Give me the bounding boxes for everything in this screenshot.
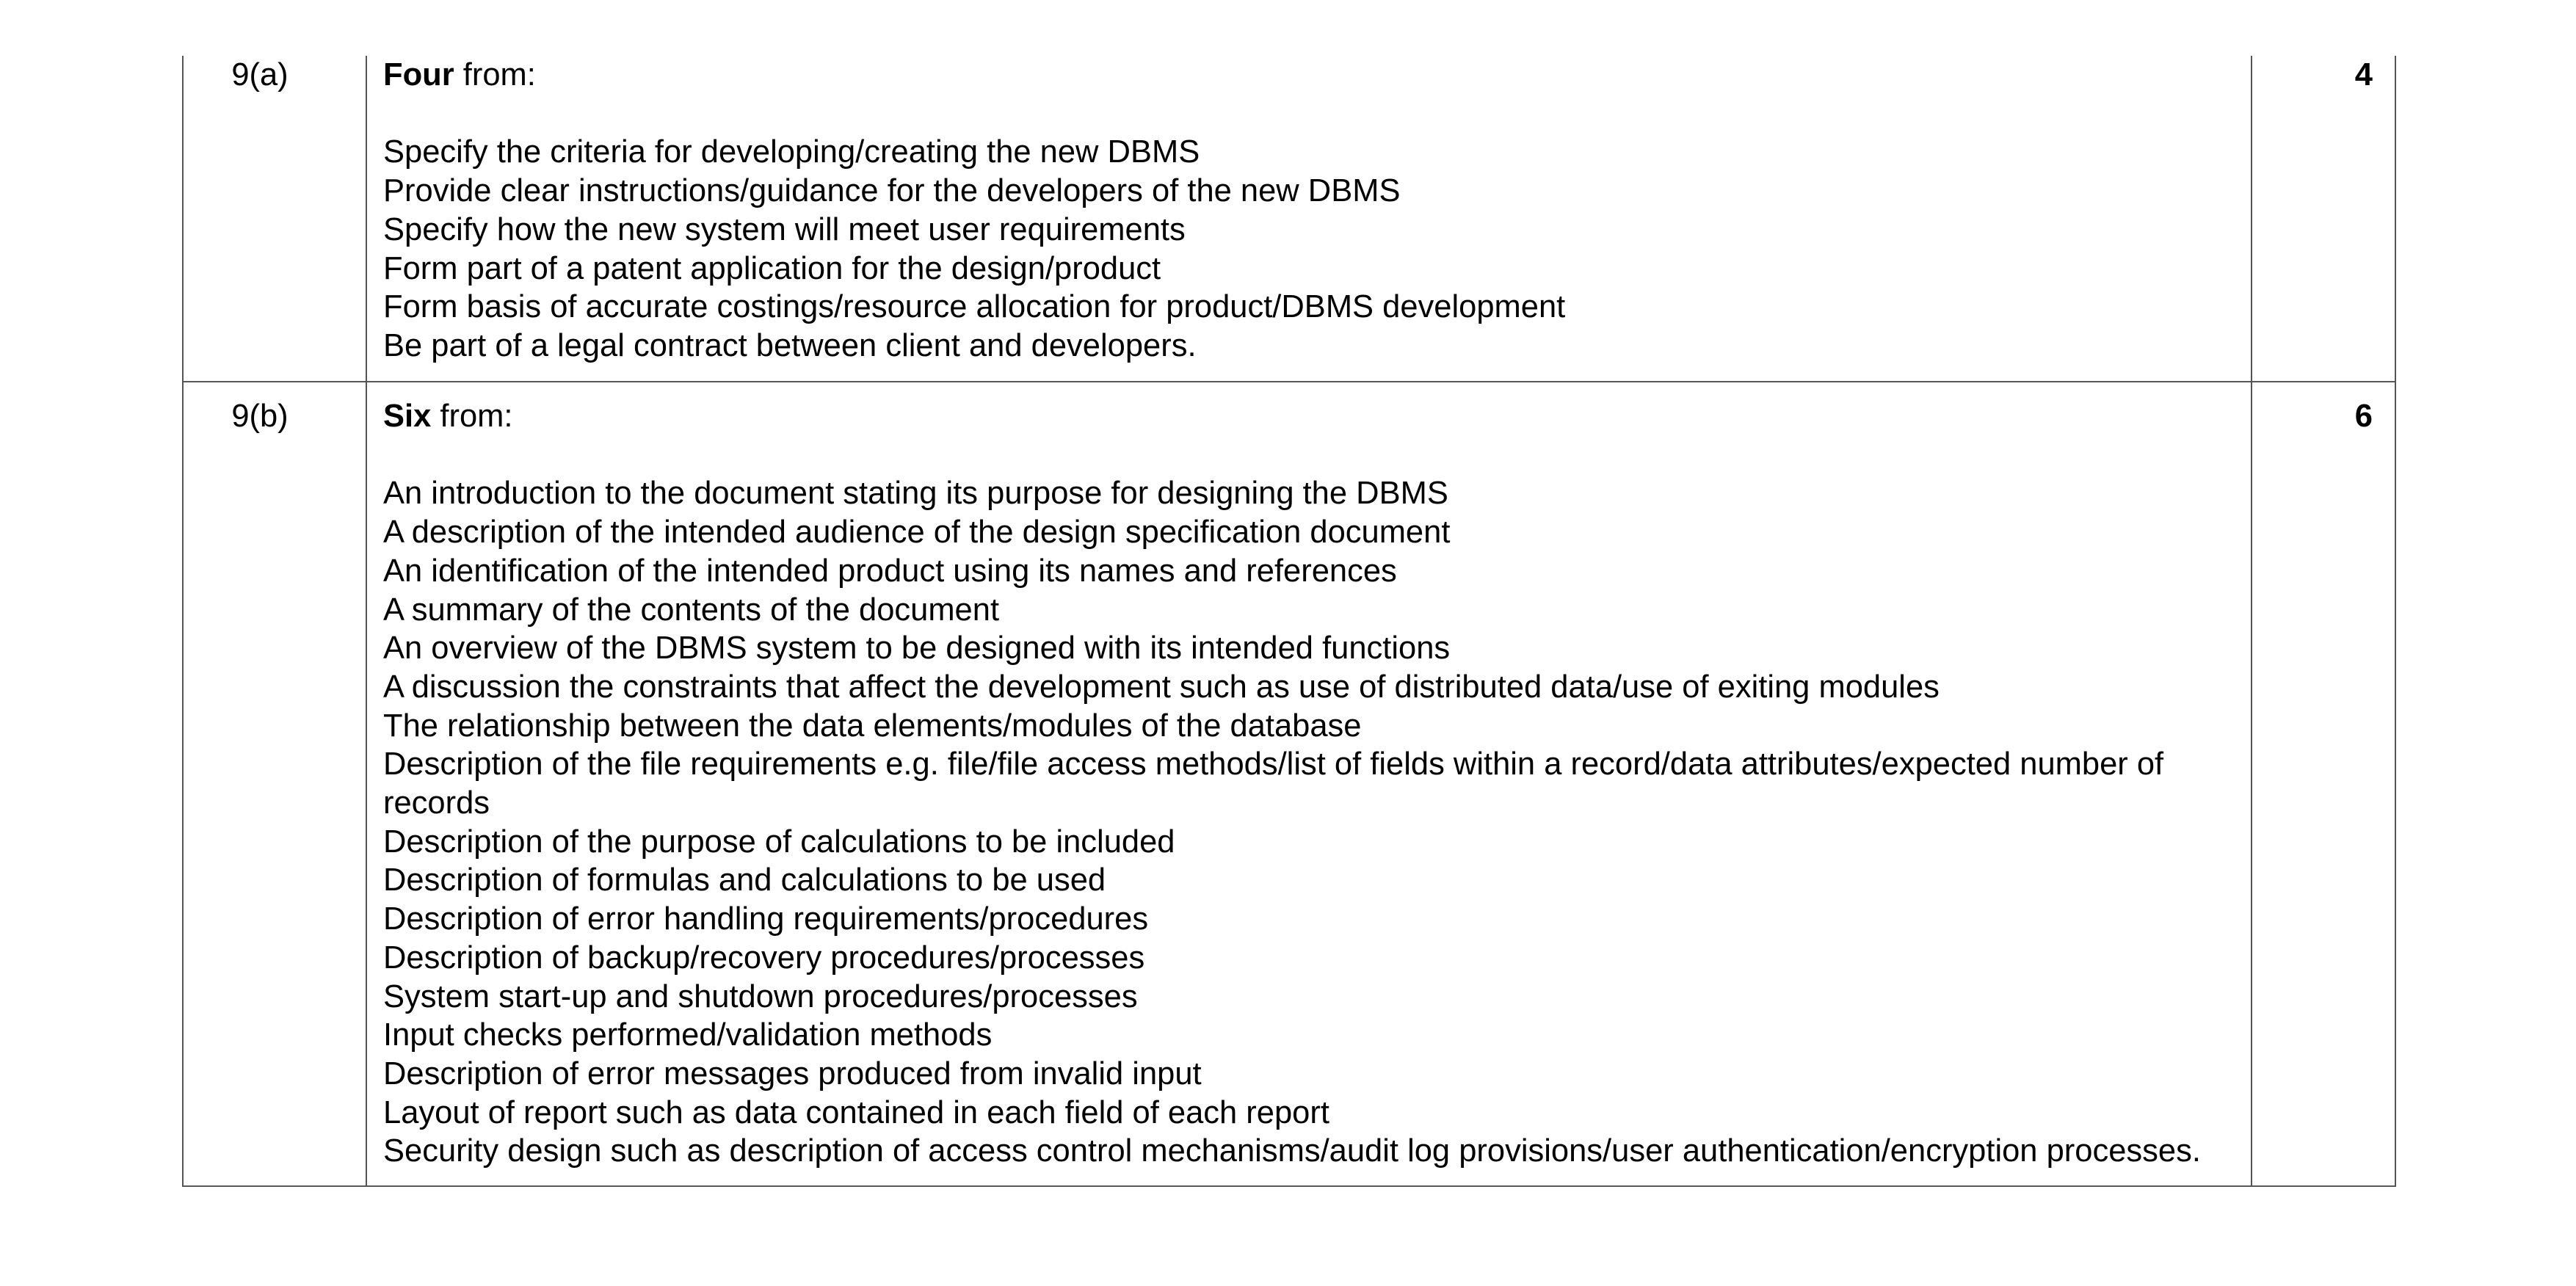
- mark-scheme-row: [183, 56, 2395, 382]
- answer-point: Form basis of accurate costings/resource allocation for product/DBMS development: [383, 289, 1566, 325]
- answer-lead-count: Four: [383, 57, 454, 92]
- answer-lead: [383, 397, 2229, 436]
- marks-value: 4: [2252, 56, 2395, 382]
- answer-point: A discussion the constraints that affect the development such as use of distributed data/use of exiting modules: [383, 669, 1940, 705]
- answer-lead-text: from:: [454, 57, 536, 92]
- answer-point: Provide clear instructions/guidance for the developers of the new DBMS: [383, 173, 1401, 209]
- answer-point: Description of backup/recovery procedures/processes: [383, 940, 1145, 976]
- answer-point: Specify the criteria for developing/creating the new DBMS: [383, 134, 1200, 170]
- answer-cell: [366, 382, 2252, 1186]
- answer-points-list: [383, 474, 2229, 1171]
- answer-point: Description of error handling requirements/procedures: [383, 901, 1149, 937]
- answer-point: Specify how the new system will meet user requirements: [383, 211, 1186, 247]
- answer-point: Description of formulas and calculations to be used: [383, 862, 1106, 898]
- answer-point: Security design such as description of access control mechanisms/audit log provisions/user authentication/encryption processes.: [383, 1133, 2201, 1169]
- mark-scheme-table: [182, 56, 2396, 1187]
- marks-value: 6: [2252, 382, 2395, 1186]
- answer-point: An introduction to the document stating its purpose for designing the DBMS: [383, 476, 1448, 512]
- answer-point: An identification of the intended product using its names and references: [383, 553, 1397, 589]
- answer-point: Form part of a patent application for the design/product: [383, 250, 1161, 286]
- answer-lead-text: from:: [431, 399, 513, 434]
- answer-point: System start-up and shutdown procedures/processes: [383, 978, 1138, 1014]
- answer-point: A summary of the contents of the document: [383, 592, 1000, 628]
- answer-cell: [366, 56, 2252, 382]
- answer-point: The relationship between the data elements/modules of the database: [383, 708, 1362, 744]
- answer-points-list: [383, 133, 2229, 365]
- answer-point: Description of error messages produced from invalid input: [383, 1056, 1202, 1091]
- answer-point: An overview of the DBMS system to be designed with its intended functions: [383, 631, 1451, 666]
- answer-point: Description of the purpose of calculations to be included: [383, 824, 1175, 860]
- answer-point: Layout of report such as data contained in each field of each report: [383, 1094, 1329, 1130]
- answer-point: Be part of a legal contract between client and developers.: [383, 327, 1197, 363]
- question-number: 9(b): [183, 382, 366, 1186]
- answer-lead-count: Six: [383, 399, 432, 434]
- answer-point: Input checks performed/validation methods: [383, 1017, 993, 1053]
- answer-point: Description of the file requirements e.g. file/file access methods/list of fields within a record/data attributes/expected number of records: [383, 746, 2164, 821]
- question-number: 9(a): [183, 56, 366, 382]
- answer-lead: [383, 56, 2229, 95]
- mark-scheme-row: [183, 382, 2395, 1186]
- answer-point: A description of the intended audience of the design specification document: [383, 515, 1451, 551]
